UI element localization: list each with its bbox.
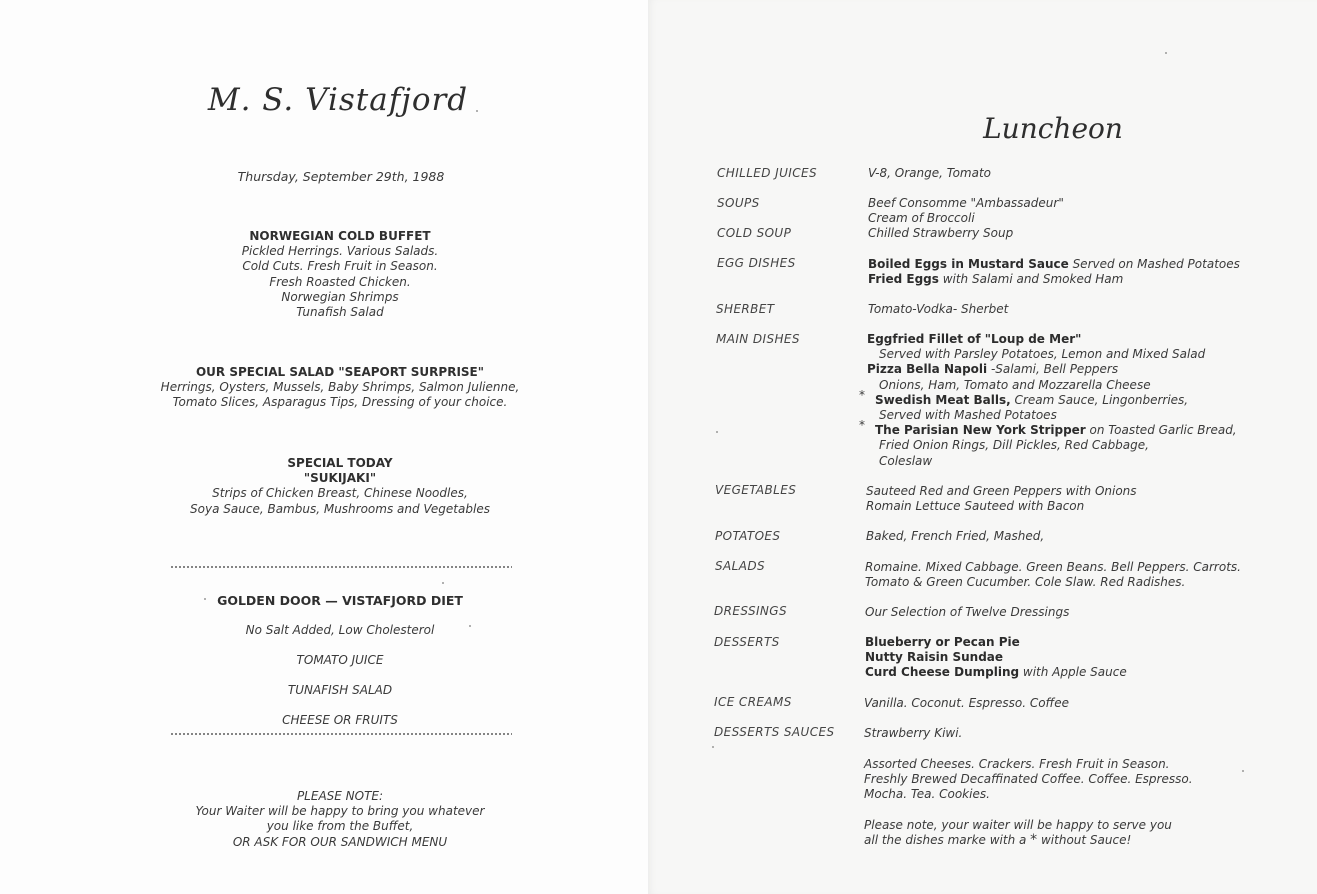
note-line: you like from the Buffet,: [266, 819, 414, 834]
item-salads: [865, 560, 1241, 590]
category-salads: SALADS: [715, 559, 765, 573]
asterisk-symbol: *: [1030, 832, 1038, 849]
item-line: Freshly Brewed Decaffinated Coffee. Coffee. Espresso.: [864, 772, 1193, 787]
special-today-line: Soya Sauce, Bambus, Mushrooms and Vegetables: [190, 501, 490, 516]
asterisk-divider: [170, 565, 512, 569]
category-dressings: DRESSINGS: [714, 604, 787, 618]
footnote: [864, 818, 1172, 848]
paper-speck: [716, 431, 718, 433]
ship-title: M. S. Vistafjord: [207, 82, 469, 118]
special-salad-heading: OUR SPECIAL SALAD "SEAPORT SURPRISE": [195, 365, 485, 379]
category-soups: SOUPS: [717, 196, 760, 210]
item-cold-soup: Chilled Strawberry Soup: [868, 226, 1014, 240]
category-vegetables: VEGETABLES: [715, 483, 797, 497]
paper-speck: [442, 582, 444, 584]
item-line: [867, 332, 1237, 347]
dish-desc: Cream Sauce, Lingonberries,: [1010, 392, 1189, 407]
special-today-heading: SPECIAL TODAY: [287, 456, 393, 470]
item-vegetables: [866, 484, 1137, 514]
item-line: [867, 362, 1237, 377]
dish-desc: with Apple Sauce: [1019, 665, 1127, 680]
note-line: PLEASE NOTE:: [296, 789, 384, 803]
category-cold-soup: COLD SOUP: [717, 226, 792, 240]
item-ice-creams: Vanilla. Coconut. Espresso. Coffee: [864, 696, 1069, 710]
item-line: Onions, Ham, Tomato and Mozzarella Cheese: [879, 377, 1151, 392]
dish-desc: with Salami and Smoked Ham: [938, 272, 1124, 287]
item-line: Blueberry or Pecan Pie: [865, 635, 1020, 649]
footnote-line: [864, 833, 1172, 848]
item-line: [868, 257, 1240, 272]
note-line: OR ASK FOR OUR SANDWICH MENU: [232, 834, 448, 849]
special-salad-section: [90, 365, 590, 411]
dish-desc: Served on Mashed Potatoes: [1068, 257, 1240, 271]
menu-date: Thursday, September 29th, 1988: [237, 169, 445, 184]
dish-name: Boiled Eggs in Mustard Sauce: [868, 257, 1069, 271]
item-line: Mocha. Tea. Cookies.: [864, 787, 990, 802]
item-line: [868, 272, 1240, 287]
special-salad-line: Herrings, Oysters, Mussels, Baby Shrimps, Salmon Julienne,: [160, 380, 520, 395]
item-line: Tomato & Green Cucumber. Cole Slaw. Red Radishes.: [865, 575, 1186, 590]
category-sherbet: SHERBET: [716, 302, 775, 316]
note-line: Your Waiter will be happy to bring you whatever: [195, 804, 485, 819]
special-today-section: [90, 456, 590, 517]
item-line: [865, 665, 1127, 680]
category-dessert-sauces: DESSERTS SAUCES: [714, 725, 835, 739]
item-desserts: [865, 635, 1127, 681]
item-line: Assorted Cheeses. Crackers. Fresh Fruit in Season.: [864, 757, 1170, 771]
left-menu-page: [0, 0, 648, 894]
dish-name: Swedish Meat Balls,: [875, 392, 1011, 407]
dish-name: Pizza Bella Napoli: [867, 362, 988, 377]
item-dressings: Our Selection of Twelve Dressings: [865, 605, 1070, 619]
buffet-line: Fresh Roasted Chicken.: [269, 274, 411, 289]
item-egg-dishes: [868, 257, 1240, 287]
item-soups: [868, 196, 1064, 226]
luncheon-menu-page: [648, 0, 1317, 894]
category-main-dishes: MAIN DISHES: [716, 332, 800, 346]
item-potatoes: Baked, French Fried, Mashed,: [866, 529, 1045, 543]
paper-speck: [712, 746, 714, 748]
item-line: Sauteed Red and Green Peppers with Onions: [866, 484, 1137, 498]
diet-line: TOMATO JUICE: [296, 653, 384, 667]
buffet-note: [90, 789, 590, 850]
diet-line: No Salt Added, Low Cholesterol: [245, 623, 435, 637]
paper-speck: [1242, 770, 1244, 772]
dish-name: Curd Cheese Dumpling: [865, 665, 1020, 680]
item-line: [867, 393, 1237, 408]
dish-name: Eggfried Fillet of "Loup de Mer": [867, 332, 1082, 346]
category-potatoes: POTATOES: [715, 529, 781, 543]
item-line: Served with Parsley Potatoes, Lemon and Mixed Salad: [879, 347, 1206, 362]
diet-line: TUNAFISH SALAD: [287, 683, 393, 697]
category-ice-creams: ICE CREAMS: [714, 695, 792, 709]
buffet-line: Pickled Herrings. Various Salads.: [241, 244, 439, 259]
item-main-dishes: [867, 332, 1237, 469]
dish-name: The Parisian New York Stripper: [875, 423, 1086, 438]
item-line: Romaine. Mixed Cabbage. Green Beans. Bell Peppers. Carrots.: [865, 560, 1241, 574]
buffet-heading: NORWEGIAN COLD BUFFET: [249, 229, 431, 243]
dish-desc: on Toasted Garlic Bread,: [1085, 423, 1237, 438]
buffet-line: Norwegian Shrimps: [281, 289, 399, 304]
dish-name: Fried Eggs: [868, 272, 939, 287]
item-chilled-juices: V-8, Orange, Tomato: [868, 166, 992, 180]
asterisk-divider: [170, 732, 512, 736]
category-desserts: DESSERTS: [714, 635, 780, 649]
item-line: Served with Mashed Potatoes: [879, 408, 1057, 423]
buffet-line: Cold Cuts. Fresh Fruit in Season.: [242, 259, 438, 274]
paper-speck: [469, 625, 471, 627]
item-line: Romain Lettuce Sauteed with Bacon: [866, 499, 1085, 514]
special-today-subheading: "SUKIJAKI": [303, 471, 377, 486]
footnote-text: without Sauce!: [1037, 833, 1132, 848]
item-line: Beef Consomme "Ambassadeur": [868, 196, 1064, 210]
diet-line: CHEESE OR FRUITS: [282, 713, 398, 727]
item-line: [867, 423, 1237, 438]
category-egg-dishes: EGG DISHES: [717, 256, 796, 270]
luncheon-title: Luncheon: [983, 112, 1123, 145]
item-sherbet: Tomato-Vodka- Sherbet: [868, 302, 1009, 316]
item-dessert-sauces: Strawberry Kiwi.: [864, 726, 963, 740]
paper-speck: [204, 598, 206, 600]
dish-desc: -Salami, Bell Peppers: [987, 362, 1119, 377]
category-chilled-juices: CHILLED JUICES: [717, 166, 817, 180]
item-line: Cream of Broccoli: [868, 211, 975, 226]
paper-speck: [476, 110, 478, 112]
paper-speck: [1165, 52, 1167, 54]
diet-heading: GOLDEN DOOR — VISTAFJORD DIET: [217, 593, 463, 608]
item-line: Fried Onion Rings, Dill Pickles, Red Cabbage,: [879, 438, 1149, 453]
item-line: Nutty Raisin Sundae: [865, 650, 1004, 665]
buffet-section: [90, 229, 590, 320]
closing-items: [864, 757, 1193, 803]
footnote-text: all the dishes marke with a: [864, 833, 1031, 848]
item-line: Coleslaw: [879, 453, 933, 468]
footnote-line: Please note, your waiter will be happy to serve you: [864, 818, 1172, 832]
special-today-line: Strips of Chicken Breast, Chinese Noodles,: [212, 486, 468, 501]
special-salad-line: Tomato Slices, Asparagus Tips, Dressing of your choice.: [172, 395, 508, 410]
buffet-line: Tunafish Salad: [296, 305, 384, 320]
